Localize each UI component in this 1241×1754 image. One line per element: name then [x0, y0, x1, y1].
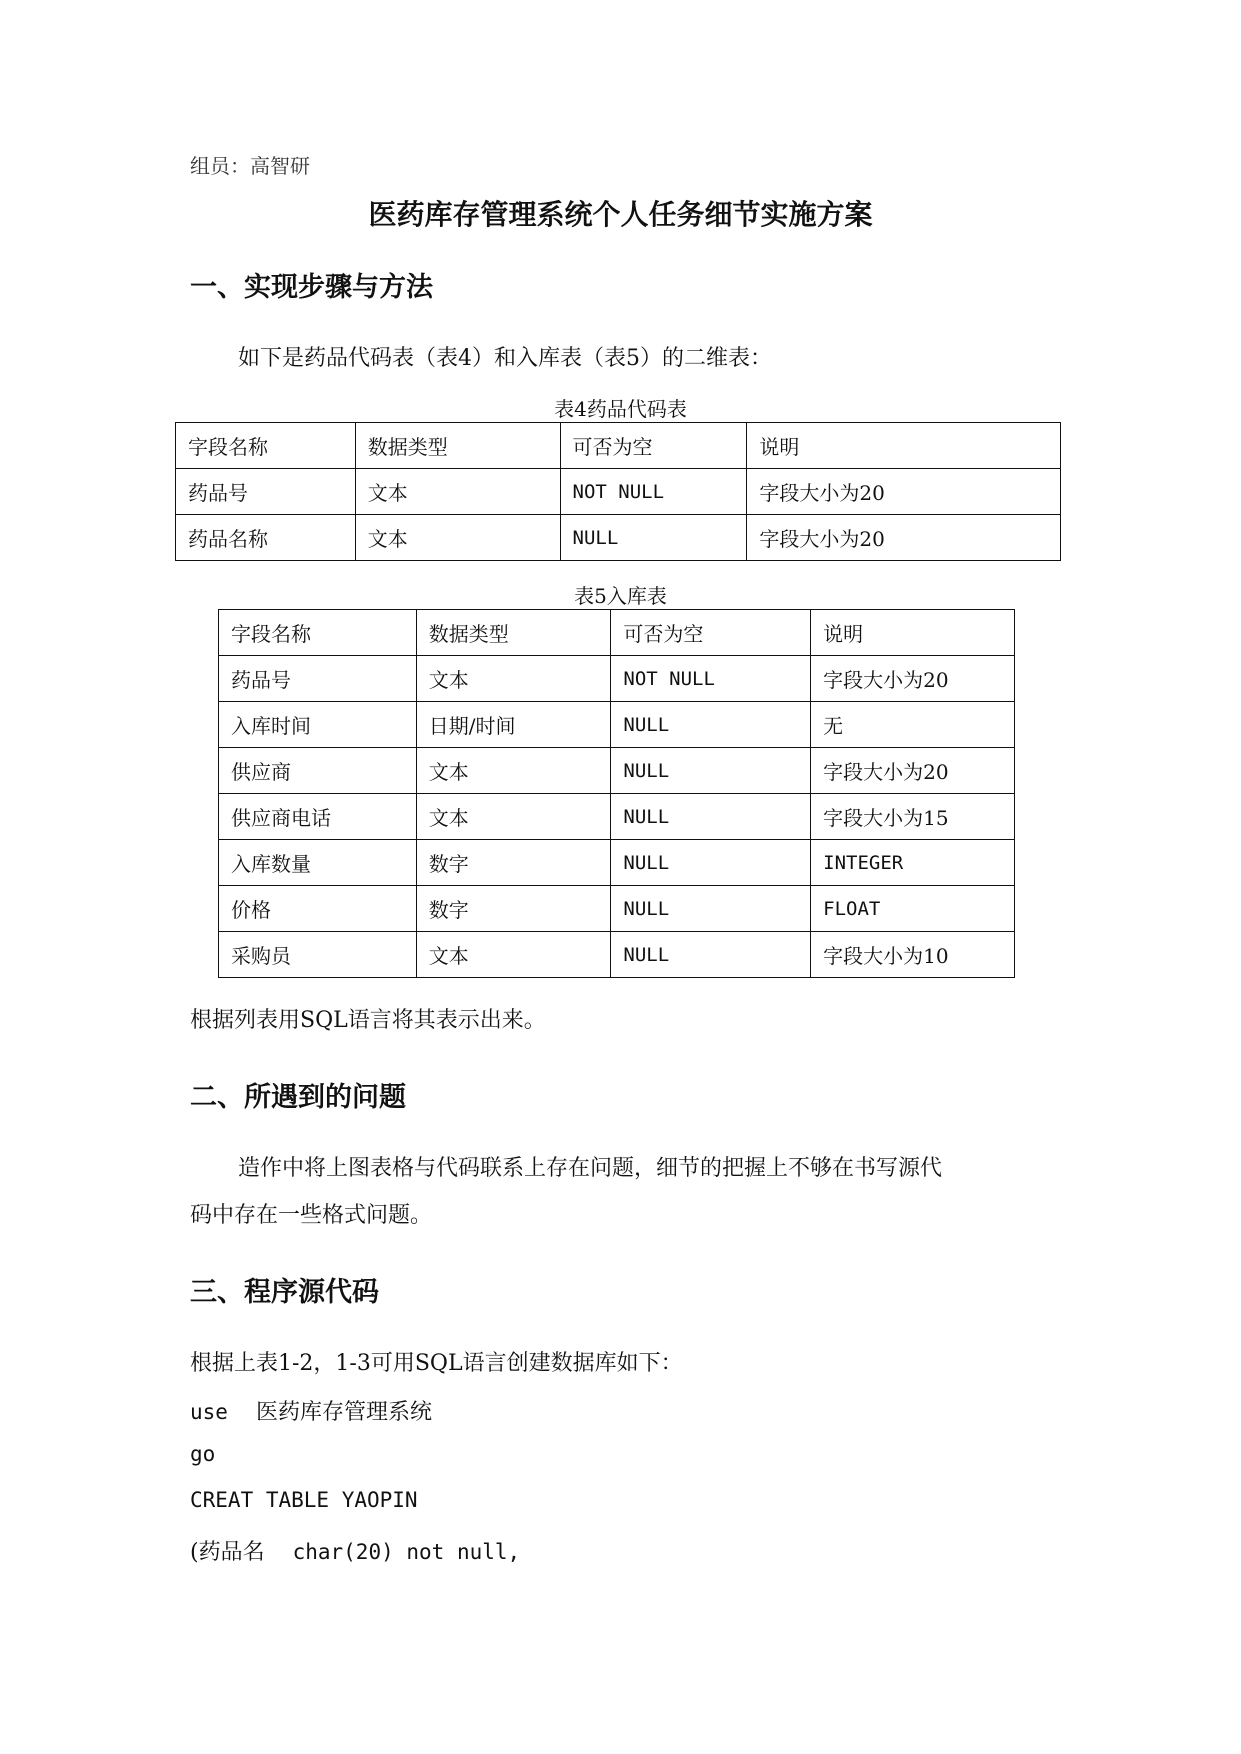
table-cell: NULL [611, 748, 811, 794]
table-cell: NULL [611, 886, 811, 932]
code-line-go [190, 1442, 215, 1467]
table-row [219, 886, 1015, 932]
table-cell: 价格 [219, 886, 417, 932]
table-cell: NULL [560, 515, 747, 561]
table-header-cell: 字段名称 [176, 423, 356, 469]
table-row [219, 932, 1015, 978]
section-heading-1: 一、实现步骤与方法 [190, 272, 433, 303]
section-heading-2: 二、所遇到的问题 [190, 1082, 406, 1113]
table-cell: 入库数量 [219, 840, 417, 886]
code-line-column-def [190, 1535, 520, 1566]
table-cell: NULL [611, 702, 811, 748]
code-statement: CREAT TABLE YAOPIN [190, 1488, 418, 1512]
group-member-label: 组员：高智研 [190, 154, 310, 178]
code-keyword: use [190, 1400, 228, 1424]
table-cell: 数字 [416, 840, 611, 886]
table-header-cell: 说明 [747, 423, 1061, 469]
problem-paragraph-line2: 码中存在一些格式问题。 [190, 1203, 433, 1228]
code-keyword: go [190, 1442, 216, 1466]
table-cell: 字段大小为20 [811, 748, 1015, 794]
table4-drug-code [175, 422, 1061, 561]
table-row [176, 469, 1061, 515]
table-cell: 文本 [416, 748, 611, 794]
code-line-create-table [190, 1488, 418, 1513]
table-cell: 数字 [416, 886, 611, 932]
table-cell: 文本 [355, 469, 560, 515]
problem-paragraph-line1: 造作中将上图表格与代码联系上存在问题，细节的把握上不够在书写源代 [238, 1156, 943, 1181]
table-cell: 日期/时间 [416, 702, 611, 748]
code-column-name: (药品名 [190, 1540, 265, 1565]
table5-warehouse-entry [218, 609, 1015, 978]
section-heading-3: 三、程序源代码 [190, 1277, 379, 1308]
code-database-name: 医药库存管理系统 [255, 1400, 432, 1425]
table-cell: FLOAT [811, 886, 1015, 932]
table-cell: 供应商电话 [219, 794, 417, 840]
table-cell: 采购员 [219, 932, 417, 978]
table-row [176, 515, 1061, 561]
table-cell: 药品号 [219, 656, 417, 702]
table-header-cell: 可否为空 [560, 423, 747, 469]
table-cell: INTEGER [811, 840, 1015, 886]
table-row [219, 748, 1015, 794]
table-header-row [176, 423, 1061, 469]
table-header-cell: 字段名称 [219, 610, 417, 656]
table-cell: NULL [611, 794, 811, 840]
table-cell: NOT NULL [560, 469, 747, 515]
table-row [219, 702, 1015, 748]
table-cell: 无 [811, 702, 1015, 748]
table-cell: 药品号 [176, 469, 356, 515]
table-header-row [219, 610, 1015, 656]
table5-caption: 表5入库表 [574, 584, 667, 608]
table-cell: 文本 [416, 932, 611, 978]
table-cell: 字段大小为15 [811, 794, 1015, 840]
table-row [219, 840, 1015, 886]
document-title: 医药库存管理系统个人任务细节实施方案 [368, 198, 873, 231]
table-cell: NOT NULL [611, 656, 811, 702]
table-cell: NULL [611, 932, 811, 978]
table-header-cell: 说明 [811, 610, 1015, 656]
table-cell: 字段大小为10 [811, 932, 1015, 978]
table4-caption: 表4药品代码表 [554, 397, 687, 421]
table-header-cell: 数据类型 [416, 610, 611, 656]
code-line-use [190, 1395, 432, 1426]
table-cell: 药品名称 [176, 515, 356, 561]
table-cell: 字段大小为20 [747, 469, 1061, 515]
table-cell: 入库时间 [219, 702, 417, 748]
table-cell: 文本 [416, 656, 611, 702]
code-intro-paragraph: 根据上表1-2，1-3可用SQL语言创建数据库如下： [190, 1351, 683, 1376]
table-cell: 文本 [416, 794, 611, 840]
intro-paragraph: 如下是药品代码表（表4）和入库表（表5）的二维表： [238, 346, 772, 371]
table-cell: 供应商 [219, 748, 417, 794]
after-table-paragraph: 根据列表用SQL语言将其表示出来。 [190, 1008, 546, 1033]
table-row [219, 794, 1015, 840]
table-cell: 字段大小为20 [811, 656, 1015, 702]
table-cell: 字段大小为20 [747, 515, 1061, 561]
table-header-cell: 数据类型 [355, 423, 560, 469]
table-header-cell: 可否为空 [611, 610, 811, 656]
table-row [219, 656, 1015, 702]
table-cell: NULL [611, 840, 811, 886]
code-column-type: char(20) not null, [292, 1540, 521, 1564]
table-cell: 文本 [355, 515, 560, 561]
